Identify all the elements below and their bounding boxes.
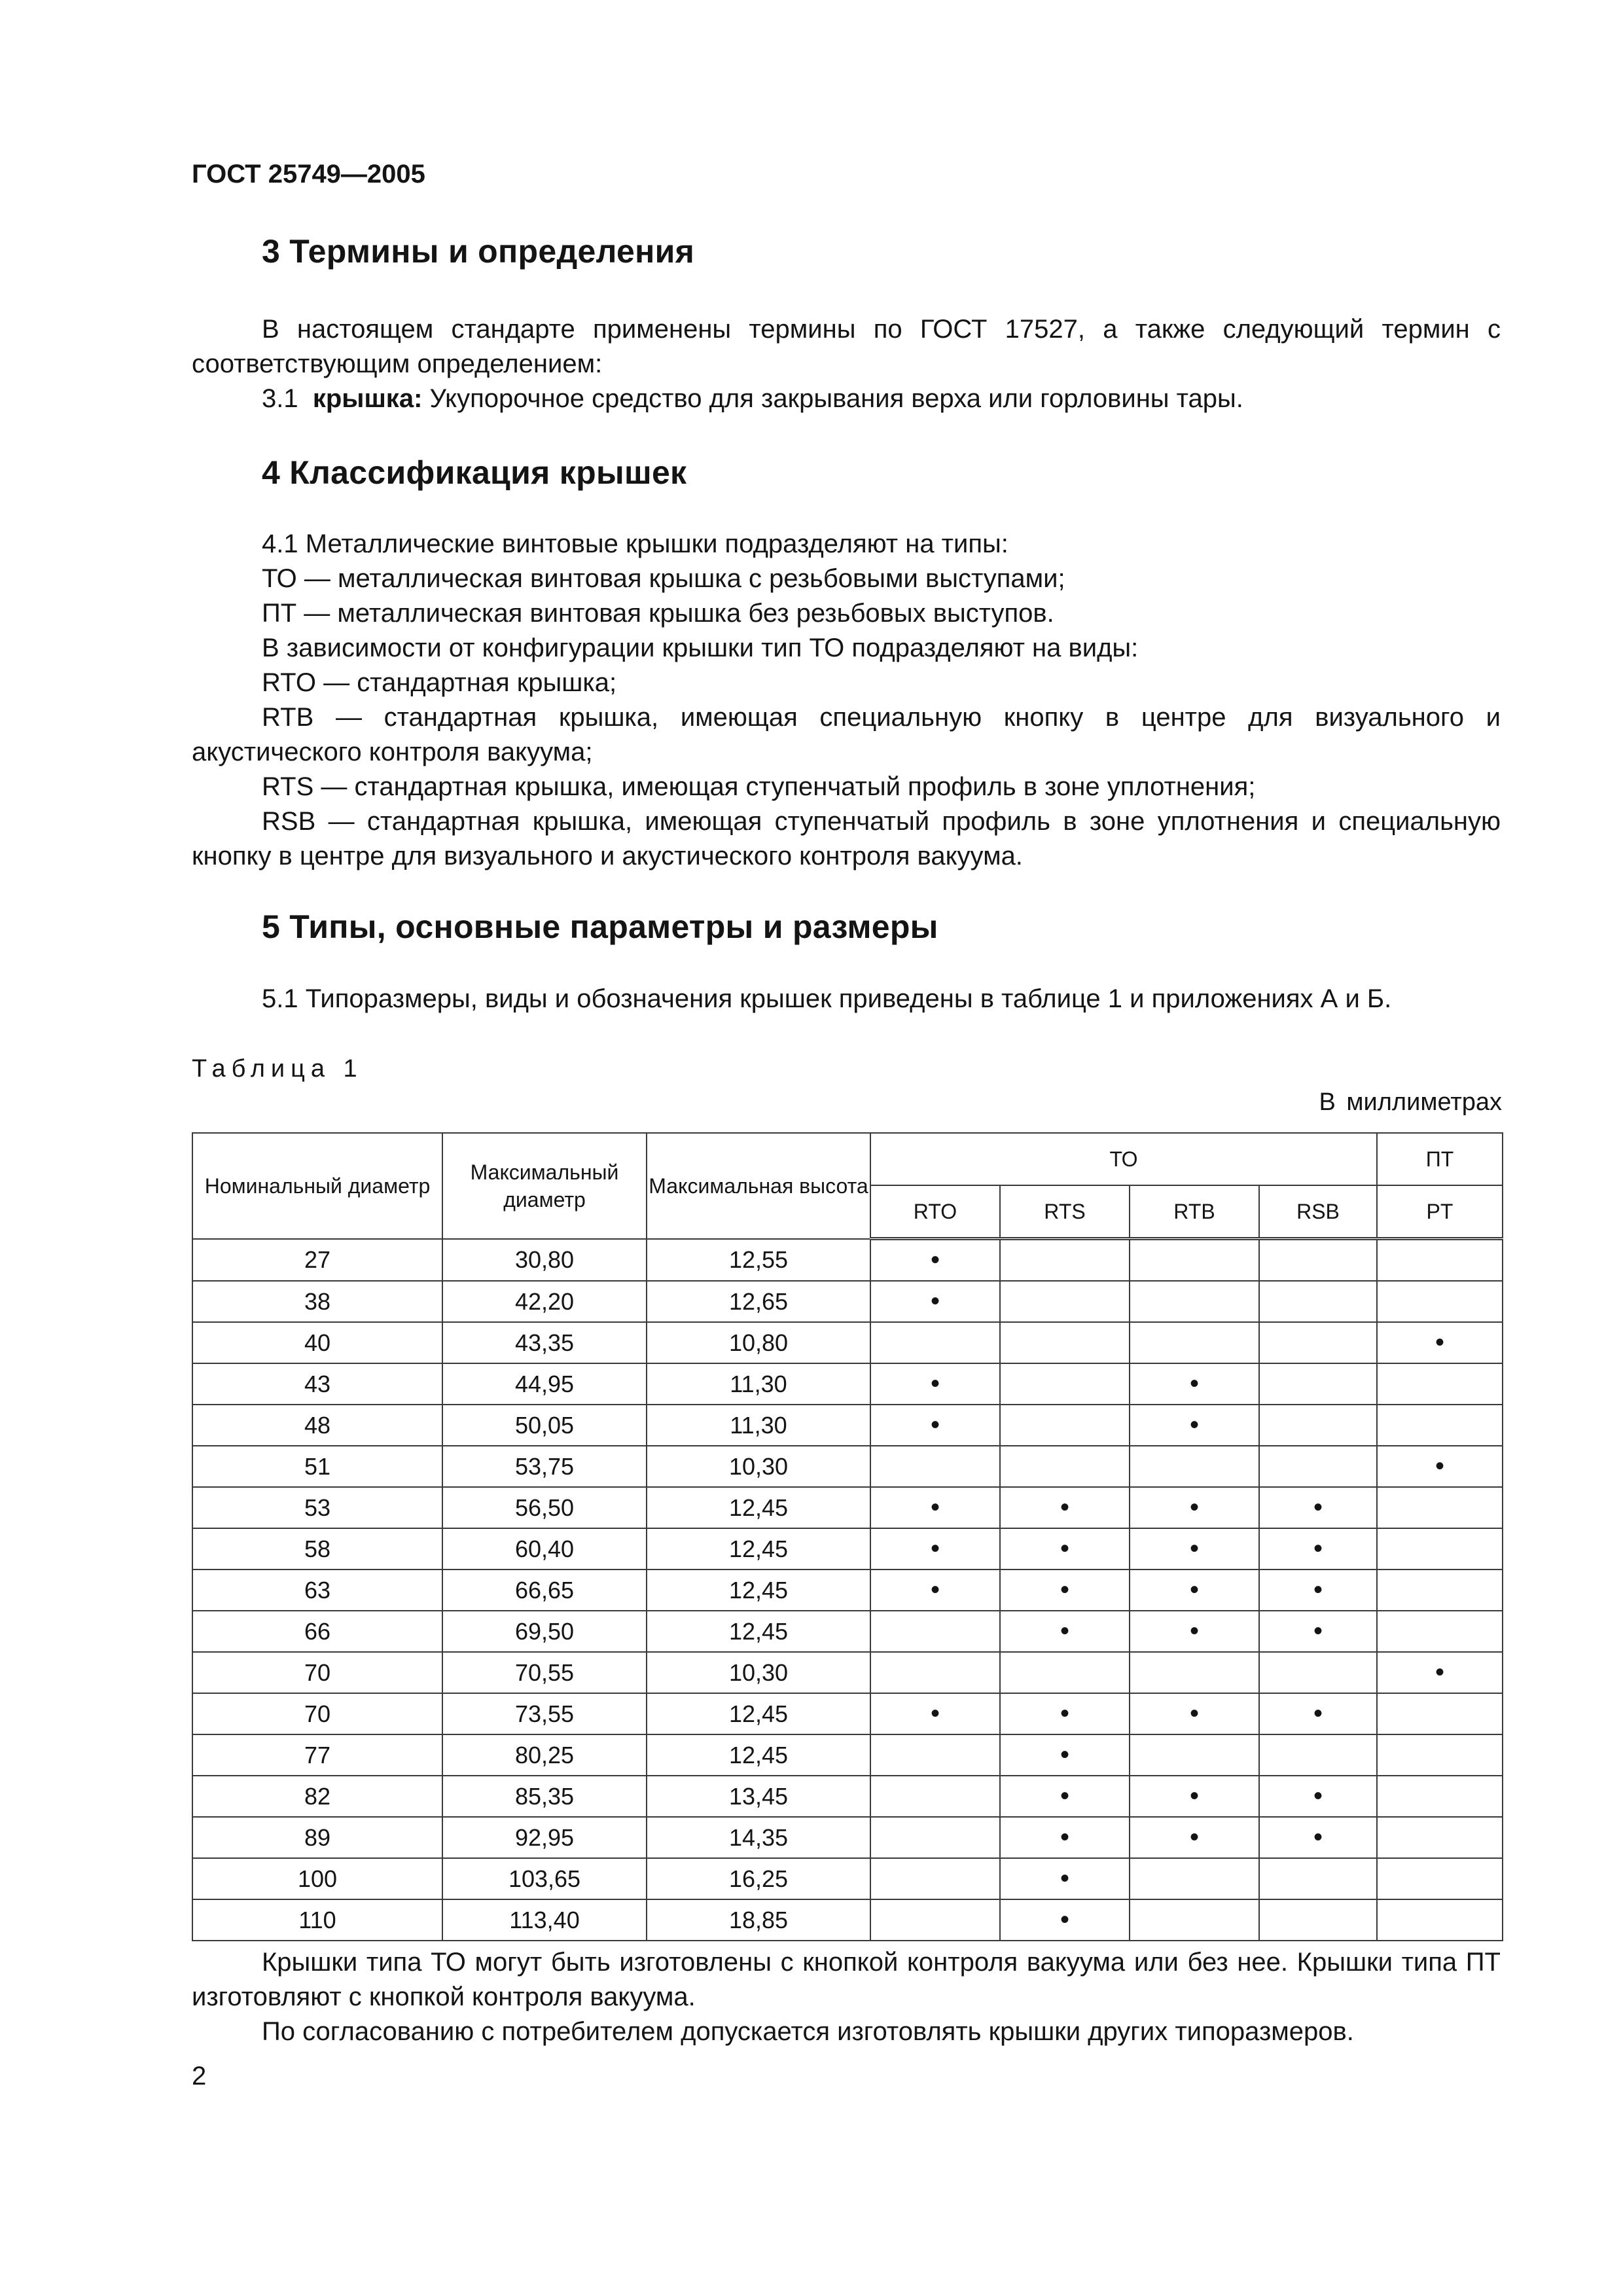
cell-rtb — [1130, 1446, 1259, 1487]
cell-nominal: 110 — [192, 1899, 442, 1941]
header-rts: RTS — [1000, 1185, 1130, 1239]
applicability-mark: • — [930, 1534, 940, 1563]
cell-max-diameter: 70,55 — [442, 1652, 647, 1693]
cell-nominal: 51 — [192, 1446, 442, 1487]
cell-rto — [870, 1693, 1000, 1734]
cell-rtb — [1130, 1817, 1259, 1858]
cell-rts — [1000, 1528, 1130, 1570]
cell-max-diameter: 92,95 — [442, 1817, 647, 1858]
cell-rsb — [1259, 1322, 1377, 1363]
cell-pt — [1377, 1528, 1503, 1570]
cell-rto — [870, 1239, 1000, 1282]
cell-max-diameter: 53,75 — [442, 1446, 647, 1487]
applicability-mark: • — [1435, 1657, 1444, 1687]
cell-max-diameter: 113,40 — [442, 1899, 647, 1941]
cell-rtb — [1130, 1734, 1259, 1776]
cell-rsb — [1259, 1858, 1377, 1899]
applicability-mark: • — [1189, 1822, 1199, 1852]
applicability-mark: • — [1435, 1327, 1444, 1357]
cell-pt — [1377, 1652, 1503, 1693]
applicability-mark: • — [1060, 1616, 1069, 1645]
cell-rtb — [1130, 1322, 1259, 1363]
definition-3-1 — [262, 382, 1243, 416]
cell-max-diameter: 73,55 — [442, 1693, 647, 1734]
cell-nominal: 77 — [192, 1734, 442, 1776]
cell-rtb — [1130, 1405, 1259, 1446]
cell-rtb — [1130, 1652, 1259, 1693]
cell-rto — [870, 1734, 1000, 1776]
table-row — [192, 1446, 1503, 1487]
table-row — [192, 1487, 1503, 1528]
applicability-mark: • — [1060, 1534, 1069, 1563]
cell-rsb — [1259, 1899, 1377, 1941]
cell-max-height: 11,30 — [647, 1363, 870, 1405]
applicability-mark: • — [1189, 1616, 1199, 1645]
cell-nominal: 66 — [192, 1611, 442, 1652]
section-4-line: ТО — металлическая винтовая крышка с резьбовыми выступами; — [262, 564, 1065, 593]
cell-rts — [1000, 1734, 1130, 1776]
applicability-mark: • — [1189, 1410, 1199, 1439]
applicability-mark: • — [930, 1575, 940, 1604]
table-row — [192, 1858, 1503, 1899]
cell-max-diameter: 103,65 — [442, 1858, 647, 1899]
header-nominal-diameter: Номинальный диаметр — [192, 1133, 442, 1239]
cell-max-height: 12,65 — [647, 1281, 870, 1322]
cell-rtb — [1130, 1899, 1259, 1941]
cell-rtb — [1130, 1858, 1259, 1899]
cell-rto — [870, 1611, 1000, 1652]
cell-pt — [1377, 1693, 1503, 1734]
type-rts-description: RTS — стандартная крышка, имеющая ступенчатый профиль в зоне уплотнения; — [262, 772, 1256, 801]
table-row — [192, 1322, 1503, 1363]
cell-pt — [1377, 1446, 1503, 1487]
cell-rsb — [1259, 1611, 1377, 1652]
cell-rsb — [1259, 1570, 1377, 1611]
type-rsb-description: RSB — стандартная крышка, имеющая ступенчатый профиль в зоне уплотнения и специальную кнопку в центре для визуального и акустического контроля вакуума. — [192, 807, 1501, 870]
cell-pt — [1377, 1405, 1503, 1446]
cell-max-diameter: 30,80 — [442, 1239, 647, 1282]
cell-pt — [1377, 1281, 1503, 1322]
cell-rts — [1000, 1899, 1130, 1941]
cell-pt — [1377, 1858, 1503, 1899]
applicability-mark: • — [1189, 1369, 1199, 1398]
cell-rtb — [1130, 1487, 1259, 1528]
cell-max-height: 12,45 — [647, 1487, 870, 1528]
cell-nominal: 27 — [192, 1239, 442, 1282]
section-3-intro: В настоящем стандарте применены термины по ГОСТ 17527, а также следующий термин с соответствующим определением: — [192, 315, 1501, 378]
cell-rts — [1000, 1446, 1130, 1487]
cell-rts — [1000, 1652, 1130, 1693]
applicability-mark: • — [1060, 1698, 1069, 1728]
cell-rsb — [1259, 1652, 1377, 1693]
cell-rtb — [1130, 1776, 1259, 1817]
cell-max-diameter: 44,95 — [442, 1363, 647, 1405]
table-row — [192, 1363, 1503, 1405]
applicability-mark: • — [1435, 1451, 1444, 1480]
table-row — [192, 1239, 1503, 1282]
cell-nominal: 48 — [192, 1405, 442, 1446]
cell-rtb — [1130, 1363, 1259, 1405]
cell-max-height: 13,45 — [647, 1776, 870, 1817]
cell-rsb — [1259, 1776, 1377, 1817]
note-cap-types: Крышки типа ТО могут быть изготовлены с кнопкой контроля вакуума или без нее. Крышки типа ПТ изготовляют с кнопкой контроля вакуума. — [192, 1948, 1501, 2011]
cell-rto — [870, 1487, 1000, 1528]
cell-pt — [1377, 1734, 1503, 1776]
cell-rtb — [1130, 1281, 1259, 1322]
cell-pt — [1377, 1899, 1503, 1941]
cell-max-height: 12,55 — [647, 1239, 870, 1282]
cell-max-height: 10,30 — [647, 1446, 870, 1487]
table-body — [192, 1239, 1503, 1941]
table-row — [192, 1817, 1503, 1858]
header-max-height: Максимальная высота — [647, 1133, 870, 1239]
section-4-line: RTO — стандартная крышка; — [262, 668, 617, 697]
cell-max-height: 18,85 — [647, 1899, 870, 1941]
cell-nominal: 70 — [192, 1693, 442, 1734]
cell-rsb — [1259, 1405, 1377, 1446]
cell-max-diameter: 85,35 — [442, 1776, 647, 1817]
cell-max-height: 12,45 — [647, 1570, 870, 1611]
cell-rsb — [1259, 1281, 1377, 1322]
applicability-mark: • — [930, 1698, 940, 1728]
cell-rsb — [1259, 1693, 1377, 1734]
cell-pt — [1377, 1570, 1503, 1611]
cell-rto — [870, 1446, 1000, 1487]
cell-pt — [1377, 1363, 1503, 1405]
applicability-mark: • — [1313, 1698, 1323, 1728]
cell-max-diameter: 69,50 — [442, 1611, 647, 1652]
cell-rto — [870, 1776, 1000, 1817]
cell-rtb — [1130, 1611, 1259, 1652]
cell-rts — [1000, 1693, 1130, 1734]
section-4-title: 4 Классификация крышек — [262, 454, 687, 491]
cell-nominal: 100 — [192, 1858, 442, 1899]
cell-rto — [870, 1652, 1000, 1693]
applicability-mark: • — [1189, 1492, 1199, 1522]
cell-max-height: 12,45 — [647, 1611, 870, 1652]
cell-nominal: 40 — [192, 1322, 442, 1363]
cell-nominal: 38 — [192, 1281, 442, 1322]
cell-pt — [1377, 1611, 1503, 1652]
applicability-mark: • — [1060, 1822, 1069, 1852]
table-row — [192, 1405, 1503, 1446]
cell-rto — [870, 1858, 1000, 1899]
applicability-mark: • — [1189, 1534, 1199, 1563]
cell-rto — [870, 1528, 1000, 1570]
cell-rts — [1000, 1776, 1130, 1817]
table-caption: Таблица 1 — [192, 1055, 363, 1083]
cell-pt — [1377, 1322, 1503, 1363]
header-rsb: RSB — [1259, 1185, 1377, 1239]
header-group-to: ТО — [870, 1133, 1377, 1185]
table-row — [192, 1734, 1503, 1776]
cell-rts — [1000, 1322, 1130, 1363]
applicability-mark: • — [1060, 1863, 1069, 1893]
cell-pt — [1377, 1487, 1503, 1528]
cell-rto — [870, 1281, 1000, 1322]
cell-rtb — [1130, 1528, 1259, 1570]
section-4-line: 4.1 Металлические винтовые крышки подразделяют на типы: — [262, 529, 1008, 558]
applicability-mark: • — [1313, 1534, 1323, 1563]
cell-max-height: 12,45 — [647, 1693, 870, 1734]
cell-nominal: 89 — [192, 1817, 442, 1858]
note-other-sizes: По согласованию с потребителем допускается изготовлять крышки других типоразмеров. — [262, 2017, 1354, 2046]
table-row — [192, 1611, 1503, 1652]
cell-max-diameter: 66,65 — [442, 1570, 647, 1611]
cell-rts — [1000, 1611, 1130, 1652]
applicability-mark: • — [1313, 1822, 1323, 1852]
cell-rts — [1000, 1363, 1130, 1405]
cell-nominal: 43 — [192, 1363, 442, 1405]
cell-rts — [1000, 1858, 1130, 1899]
cell-rsb — [1259, 1239, 1377, 1282]
header-max-diameter: Максимальный диаметр — [442, 1133, 647, 1239]
document-code: ГОСТ 25749—2005 — [192, 160, 425, 188]
cell-max-diameter: 42,20 — [442, 1281, 647, 1322]
applicability-mark: • — [1313, 1492, 1323, 1522]
cell-rsb — [1259, 1363, 1377, 1405]
section-5-title: 5 Типы, основные параметры и размеры — [262, 908, 938, 945]
header-pt: PT — [1377, 1185, 1503, 1239]
applicability-mark: • — [1313, 1616, 1323, 1645]
cell-rts — [1000, 1487, 1130, 1528]
cell-rtb — [1130, 1239, 1259, 1282]
cell-rtb — [1130, 1570, 1259, 1611]
cell-max-height: 12,45 — [647, 1734, 870, 1776]
applicability-mark: • — [930, 1410, 940, 1439]
cell-max-diameter: 50,05 — [442, 1405, 647, 1446]
section-3-title: 3 Термины и определения — [262, 233, 695, 270]
cell-rts — [1000, 1817, 1130, 1858]
table-row — [192, 1570, 1503, 1611]
table-row — [192, 1899, 1503, 1941]
definition-text: Укупорочное средство для закрывания верха или горловины тары. — [429, 384, 1243, 413]
applicability-mark: • — [1189, 1698, 1199, 1728]
cell-max-height: 12,45 — [647, 1528, 870, 1570]
applicability-mark: • — [1060, 1492, 1069, 1522]
cell-rts — [1000, 1281, 1130, 1322]
cell-rto — [870, 1363, 1000, 1405]
cell-rsb — [1259, 1734, 1377, 1776]
cell-rsb — [1259, 1487, 1377, 1528]
table-row — [192, 1528, 1503, 1570]
header-group-pt: ПТ — [1377, 1133, 1503, 1185]
cell-max-diameter: 60,40 — [442, 1528, 647, 1570]
dimensions-table — [192, 1132, 1503, 1941]
section-4-line: В зависимости от конфигурации крышки тип ТО подразделяют на виды: — [262, 634, 1139, 662]
type-rtb-description: RTB — стандартная крышка, имеющая специальную кнопку в центре для визуального и акустического контроля вакуума; — [192, 703, 1501, 766]
definition-term: крышка: — [312, 384, 423, 413]
applicability-mark: • — [1189, 1575, 1199, 1604]
cell-rsb — [1259, 1528, 1377, 1570]
applicability-mark: • — [930, 1492, 940, 1522]
cell-max-height: 10,30 — [647, 1652, 870, 1693]
applicability-mark: • — [1060, 1905, 1069, 1934]
definition-number: 3.1 — [262, 384, 298, 413]
paragraph-5-1: 5.1 Типоразмеры, виды и обозначения крышек приведены в таблице 1 и приложениях А и Б. — [262, 984, 1392, 1013]
cell-rto — [870, 1322, 1000, 1363]
cell-nominal: 63 — [192, 1570, 442, 1611]
applicability-mark: • — [930, 1369, 940, 1398]
cell-nominal: 82 — [192, 1776, 442, 1817]
applicability-mark: • — [1060, 1575, 1069, 1604]
cell-max-height: 14,35 — [647, 1817, 870, 1858]
applicability-mark: • — [1313, 1781, 1323, 1810]
cell-nominal: 53 — [192, 1487, 442, 1528]
cell-rts — [1000, 1239, 1130, 1282]
applicability-mark: • — [930, 1245, 940, 1274]
cell-rto — [870, 1405, 1000, 1446]
cell-max-height: 11,30 — [647, 1405, 870, 1446]
table-row — [192, 1652, 1503, 1693]
cell-max-diameter: 80,25 — [442, 1734, 647, 1776]
header-rtb: RTB — [1130, 1185, 1259, 1239]
cell-max-diameter: 56,50 — [442, 1487, 647, 1528]
table-units: В миллиметрах — [1319, 1088, 1502, 1116]
cell-nominal: 70 — [192, 1652, 442, 1693]
applicability-mark: • — [1189, 1781, 1199, 1810]
cell-nominal: 58 — [192, 1528, 442, 1570]
cell-max-diameter: 43,35 — [442, 1322, 647, 1363]
table-row — [192, 1693, 1503, 1734]
table-row — [192, 1281, 1503, 1322]
cell-pt — [1377, 1776, 1503, 1817]
cell-rsb — [1259, 1446, 1377, 1487]
applicability-mark: • — [1060, 1740, 1069, 1769]
applicability-mark: • — [1313, 1575, 1323, 1604]
section-4-line: ПТ — металлическая винтовая крышка без резьбовых выступов. — [262, 599, 1054, 628]
applicability-mark: • — [930, 1286, 940, 1316]
cell-max-height: 10,80 — [647, 1322, 870, 1363]
cell-rsb — [1259, 1817, 1377, 1858]
cell-rto — [870, 1817, 1000, 1858]
cell-pt — [1377, 1817, 1503, 1858]
table-row — [192, 1776, 1503, 1817]
applicability-mark: • — [1060, 1781, 1069, 1810]
cell-rto — [870, 1899, 1000, 1941]
cell-pt — [1377, 1239, 1503, 1282]
header-rto: RTO — [870, 1185, 1000, 1239]
cell-rts — [1000, 1570, 1130, 1611]
page-number: 2 — [192, 2062, 207, 2090]
cell-rtb — [1130, 1693, 1259, 1734]
cell-rts — [1000, 1405, 1130, 1446]
cell-rto — [870, 1570, 1000, 1611]
cell-max-height: 16,25 — [647, 1858, 870, 1899]
